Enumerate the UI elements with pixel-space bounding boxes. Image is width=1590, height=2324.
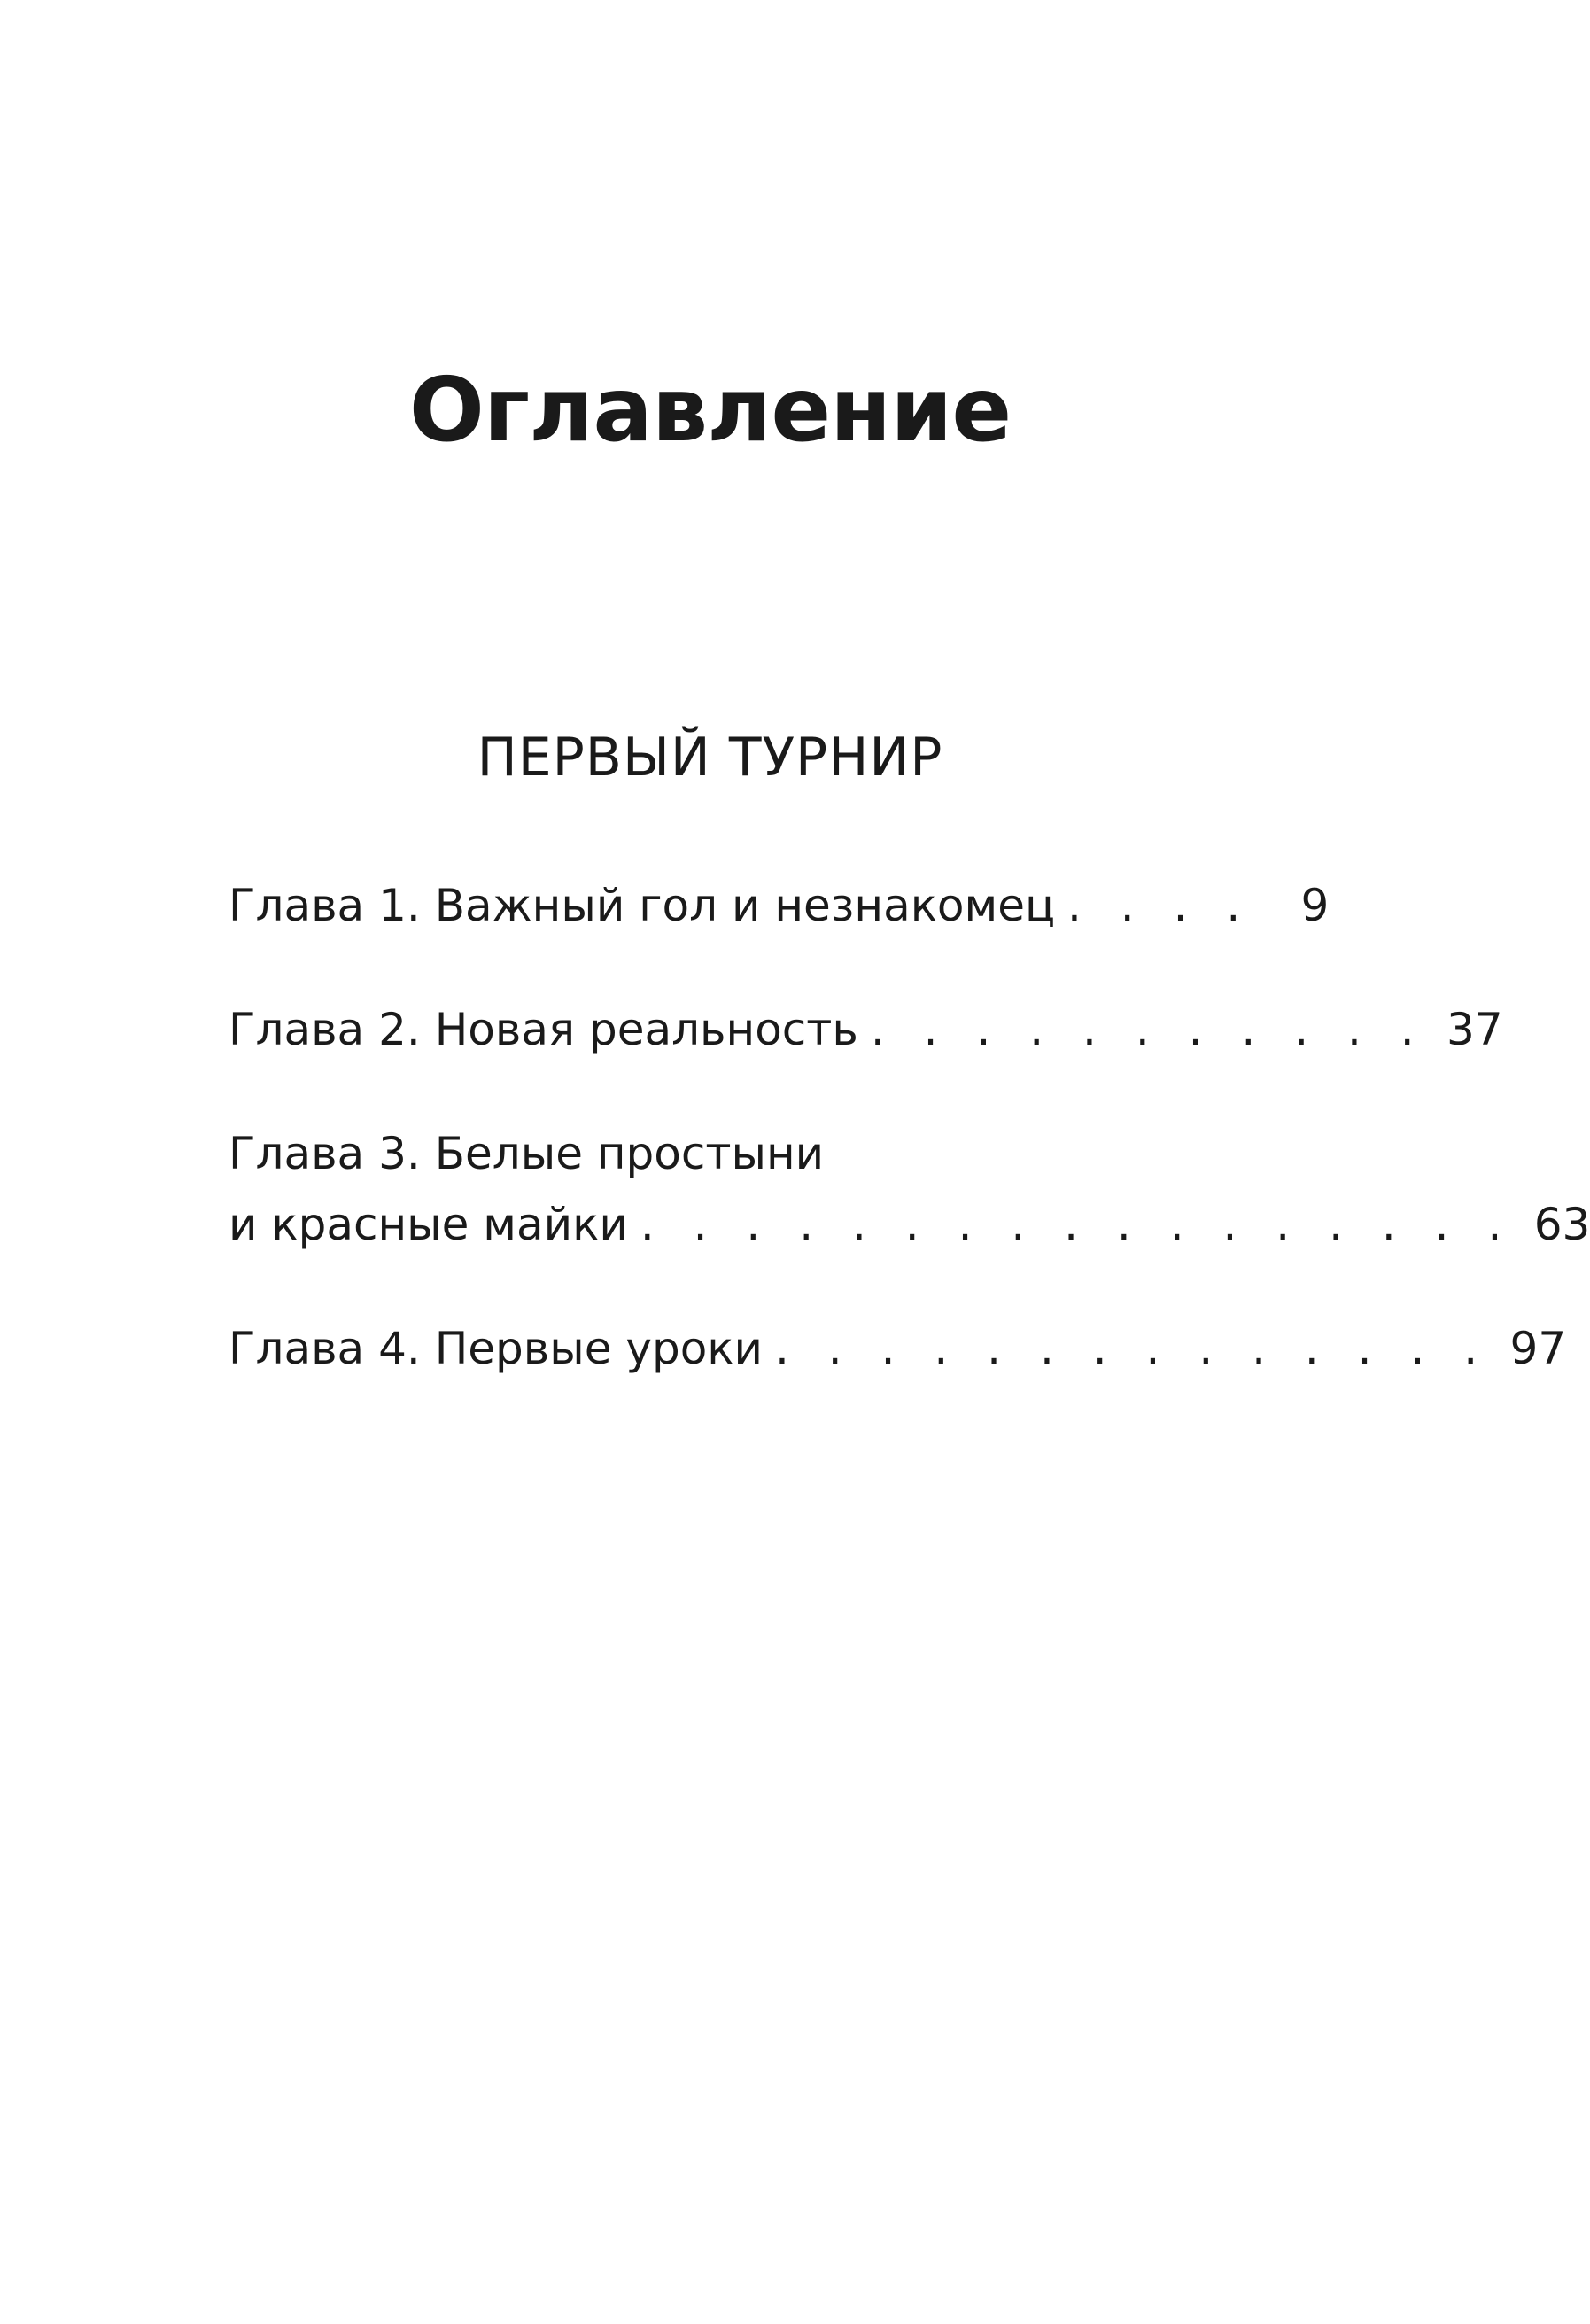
page-number: 37 [1447,1004,1503,1055]
toc-entry-title: Глава 1. Важный гол и незнакомец [229,880,1056,931]
toc-entry-title: Глава 4. Первые уроки [229,1323,764,1374]
page-number: 97 [1509,1323,1567,1374]
toc-line [229,1313,1567,1384]
toc-entry-chapter-2[interactable] [229,994,1503,1065]
part-heading: ПЕРВЫЙ ТУРНИР [477,727,943,789]
toc-line [229,994,1503,1065]
toc-line [229,870,1330,941]
toc-line [229,1118,1196,1189]
toc-entry-title: Глава 3. Белые простыни [229,1128,825,1179]
toc-entry-chapter-3[interactable] [229,1118,1590,1260]
page-number: 9 [1300,880,1330,931]
toc-entry-chapter-1[interactable] [229,870,1330,941]
dot-leader: . . . . . . . . . . . . . . . . . [640,1199,1515,1250]
toc-entry-chapter-4[interactable] [229,1313,1567,1384]
toc-entry-title: Глава 2. Новая реальность [229,1004,858,1055]
page-title: Оглавление [408,358,1012,462]
toc-line [229,1189,1590,1260]
toc-entry-title-continued: и красные майки [229,1199,628,1250]
dot-leader: . . . . . . . . . . . [870,1004,1427,1055]
dot-leader: . . . . . . . . . . . . . . [775,1323,1491,1374]
page-number: 63 [1533,1199,1590,1250]
dot-leader: . . . . [1067,880,1253,931]
